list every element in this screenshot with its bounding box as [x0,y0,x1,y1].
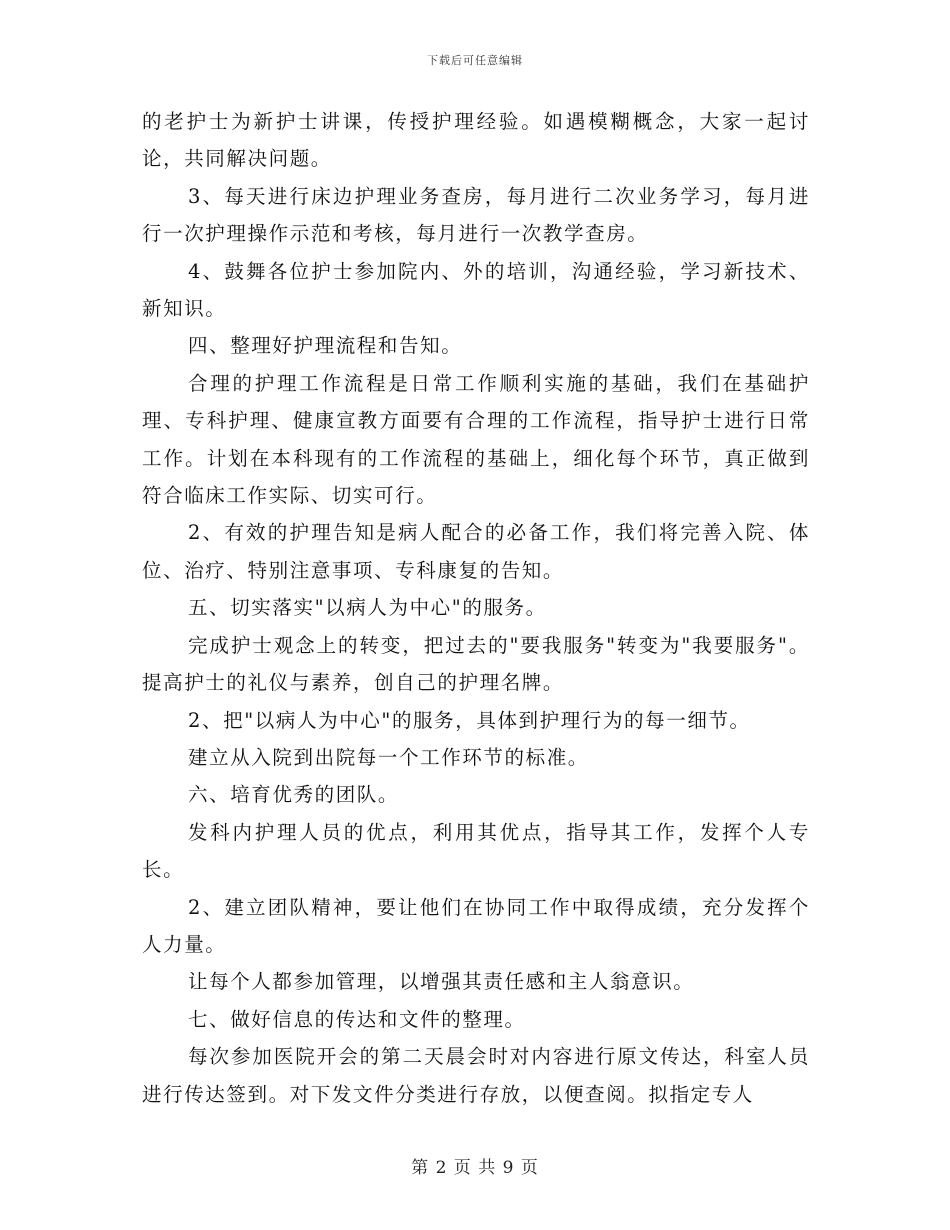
paragraph-1: 的老护士为新护士讲课，传授护理经验。如遇模糊概念，大家一起讨论，共同解决问题。 [142,110,810,171]
paragraph-16: 每次参加医院开会的第二天晨会时对内容进行原文传达，科室人员进行传达签到。对下发文件分类进行存放，以便查阅。拟指定专人 [142,1045,810,1106]
section-heading-6: 六、培育优秀的团队。 [188,783,400,807]
paragraph-13: 2、建立团队精神，要让他们在协同工作中取得成绩，充分发挥个人力量。 [142,895,810,956]
page-header: 下载后可任意编辑 [427,54,523,67]
paragraph-10: 建立从入院到出院每一个工作环节的标准。 [188,745,589,769]
section-heading-5: 五、切实落实"以病人为中心"的服务。 [188,596,547,620]
paragraph-12: 发科内护理人员的优点，利用其优点，指导其工作，发挥个人专长。 [142,820,810,882]
document-body [142,103,810,1113]
section-heading-4: 四、整理好护理流程和告知。 [188,334,463,358]
paragraph-2: 3、每天进行床边护理业务查房，每月进行二次业务学习，每月进行一次护理操作示范和考核，每月进行一次教学查房。 [142,184,810,246]
section-heading-7: 七、做好信息的传达和文件的整理。 [188,1007,526,1031]
page-number-footer: 第 2 页 共 9 页 [411,1158,539,1178]
paragraph-9: 2、把"以病人为中心"的服务，具体到护理行为的每一细节。 [188,708,751,732]
paragraph-5: 合理的护理工作流程是日常工作顺利实施的基础，我们在基础护理、专科护理、健康宣教方面要有合理的工作流程，指导护士进行日常工作。计划在本科现有的工作流程的基础上，细化每个环节，真正做到符合临床工作实际、切实可行。 [142,371,810,508]
paragraph-6: 2、有效的护理告知是病人配合的必备工作，我们将完善入院、体位、治疗、特别注意事项、专科康复的告知。 [142,521,810,582]
paragraph-14: 让每个人都参加管理，以增强其责任感和主人翁意识。 [188,970,695,994]
paragraph-8: 完成护士观念上的转变，把过去的"要我服务"转变为"我要服务"。提高护士的礼仪与素养，创自己的护理名牌。 [142,633,810,695]
paragraph-3: 4、鼓舞各位护士参加院内、外的培训，沟通经验，学习新技术、新知识。 [142,259,810,321]
